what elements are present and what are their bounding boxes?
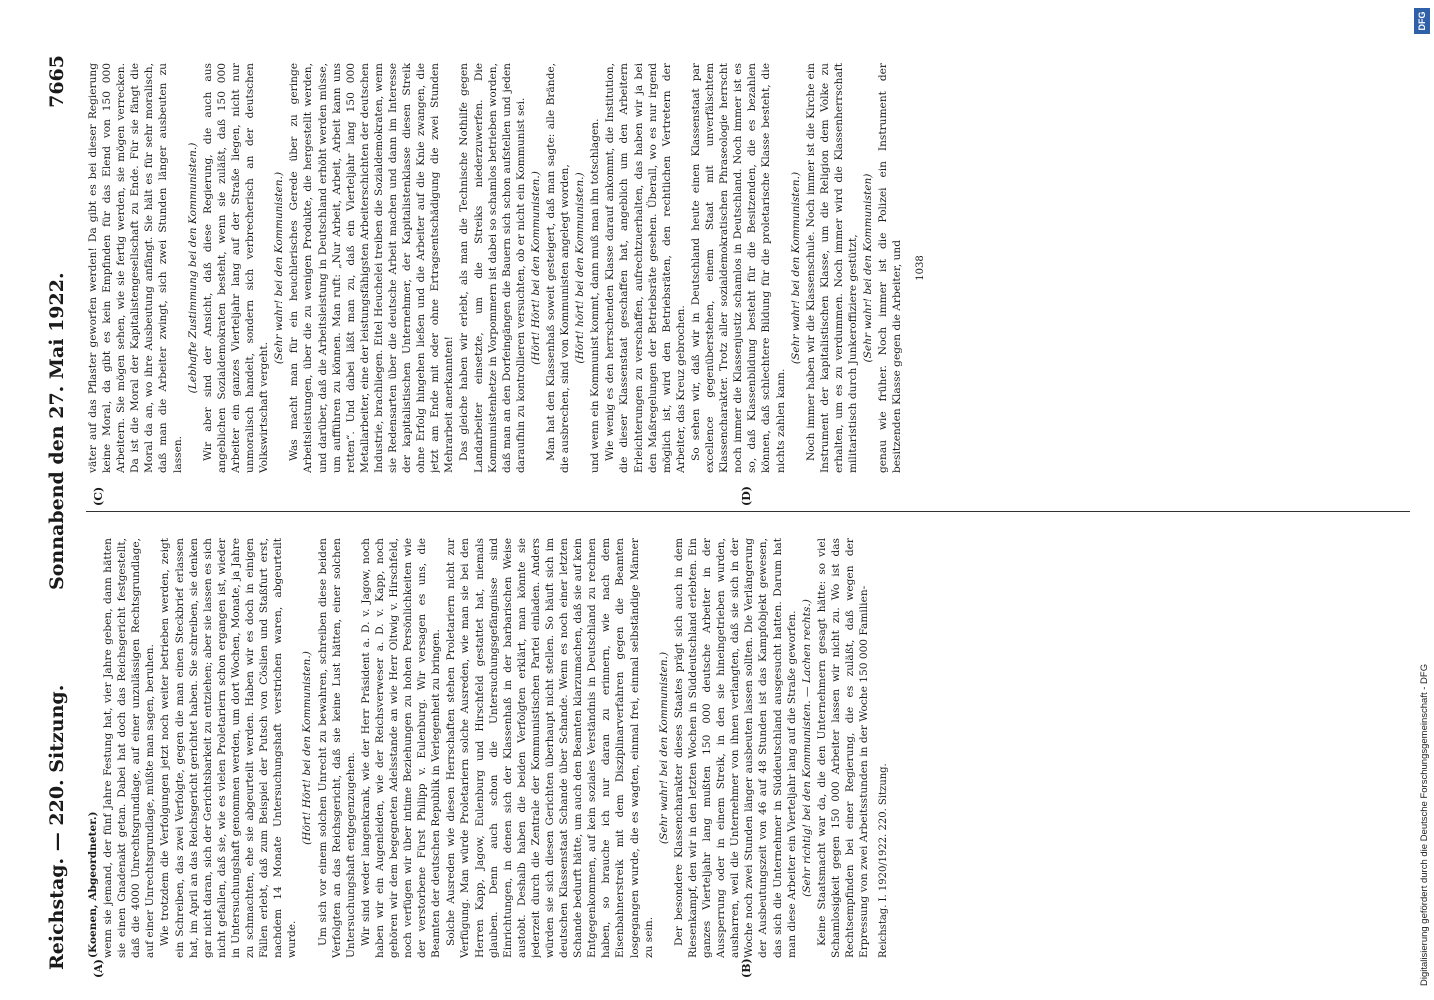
interjection: (Sehr wahr! bei den Kommunisten.) — [273, 171, 286, 365]
paragraph: väter auf das Pflaster geworfen werden! Da gibt es bei dieser Regierung keine Moral, da gibt es kein Empfinden für das Elend von 150 000 Arbeitern. Sie mögen sehen, wie sie fertig werden, sie mögen verrecken. Da ist die Moral der Kapitalistengesellschaft zu Ende. Für sie fängt die Moral da an, wo ihre Ausbeutung anfängt. Sie hält es für sehr moralisch, daß man die Arbeiter zwingt, sich zwei Stunden länger ausbeuten zu lassen. — [87, 63, 184, 473]
paragraph: Wie wenig es den herrschenden Klasse darauf ankommt, die Institution, die dieser Klassenstaat geschaffen hat, angeblich um den Arbeitern Erleichterungen zu verschaffen, aufrechtzuerhalten, das haben wir ja bei den Maßregelungen der Betriebsräte gesehen. Überall, wo es nur irgend möglich ist, wird den Betriebsräten, den rechtlichen Vertretern der Arbeiter, das Kreuz gebrochen. — [604, 63, 687, 473]
interjection: (Sehr wahr! bei den Kommunisten.) — [657, 651, 670, 845]
page-header — [40, 55, 82, 970]
dfg-logo — [1414, 8, 1430, 34]
sheet-number: 1038 — [915, 255, 927, 281]
paragraph: Solche Ausreden wie diesen Herrschaften stehen Proletariern nicht zur Verfügung. Man würde Proletariern solche Ausreden, wie man sie bei den Herren Kapp, Jagow, Eulenburg und Hirschfeld gestattet hat, niemals glauben. Denn auch schon die Untersuchungsgefängnisse sind Einrichtungen, in denen sich der Klassenhaß in der barbarischen Weise austobt. Deshalb haben die beiden Verfolgten erklärt, man könnte sie jederzeit durch die Zentrale der Kommunistischen Partei einladen. Anders würden sie sich diesen Gerichten überhaupt nicht stellen. So häuft sich im deutschen Klassenstaat Schande über Schande. Wenn es noch einer letzten Schande bedurft hätte, um auch den Beamten klarzumachen, daß sie auf kein Entgegenkommen, auf kein soziales Verständnis in Deutschland zu rechnen haben, so brauche ich nur daran zu erinnern, wie nach dem Eisenbahnerstreik mit dem Disziplinarverfahren gegen die Beamten losgegangen wurde, die es wagten, einmal frei, einmal selbständige Männer zu sein. — [445, 538, 655, 958]
credit-text: Digitalisierung gefördert durch die Deutsche Forschungsgemeinschaft - DFG — [1419, 663, 1430, 986]
paragraph: Was macht man für ein heuchlerisches Gerede über zu geringe Arbeitsleistungen, über die zu wenigen Produkte, die hergestellt werden, und darüber, daß die Arbeitsleistung in Deutschland erhöht werden müsse, um aufführen zu können. Man ruft: „Nur Arbeit, Arbeit, Arbeit kann uns retten“. Und dabei läßt man zu, daß ein Vierteljahr lang 150 000 Metallarbeiter, eine der leistungsfähigsten Arbeiterschichten der deutschen Industrie, brachliegen. Eitel Heuchelei treiben die Sozialdemokraten, wenn sie Redensarten über die deutsche Arbeit machen und dann im Interesse der kapitalistischen Unternehmer, der Kapitalistenklasse diesen Streik ohne Erfolg hingehen ließen und die Arbeiter auf die Knie zwangen, die jetzt am Ende mit oder ohne Ertragsentschädigung die zwei Stunden Mehrarbeit anerkannten! — [288, 63, 456, 473]
paragraph: Das gleiche haben wir erlebt, als man die Technische Nothilfe gegen Landarbeiter einsetzte, um die Streiks niederzuwerfen. Die Kommunistenhetze in Vorpommern ist dabei so schamlos betrieben worden, daß man an den Dorfeingängen die Bauern sich schon aufstellen und jeden daraufhin zu kontrollieren versuchten, ob er nicht ein Kommunist sei. — [458, 63, 527, 473]
section-marker-d: (D) — [740, 486, 753, 506]
paragraph: Wir sind weder langenkrank, wie der Herr Präsident a. D. v. Jagow, noch haben wir ein Augenleiden, wie der Reichsverweser a. D. v. Kapp, noch gehören wir dem begegneten Adelsstande an wie Herr Oltwig v. Hirschfeld, noch verfügen wir über intime Beziehungen zu hohen Persönlichkeiten wie der verstorbene Fürst Philipp v. Eulenburg. Wir versagen es uns, die Beamten der deutschen Republik in Verlegenheit zu bringen. — [359, 538, 443, 958]
paragraph: Der besondere Klassencharakter dieses Staates prägt sich auch in dem Riesenkampf, den wir in den letzten Wochen in Süddeutschland erlebten. Ein ganzes Vierteljahr lang mußten 150 000 deutsche Arbeiter in der Aussperrung oder in einem Streik, in den sie hineingetrieben wurden, ausharren, weil die Unternehmer von ihnen verlangten, daß sie sich in der Woche noch zwei Stunden länger ausbeuten lassen sollten. Die Verlängerung der Ausbeutungszeit von 46 auf 48 Stunden ist das Kampfobjekt gewesen, das sich die Unternehmer in Süddeutschland ausgesucht hatten. Darum hat man diese Arbeiter ein Vierteljahr lang auf die Straße geworfen. — [672, 538, 798, 958]
paragraph: So sehen wir, daß wir in Deutschland heute einen Klassenstaat par excellence gegenüberstehen, einem Staat mit unverfälschtem Klassencharakter. Trotz aller sozialdemokratischen Phraseologie herrscht noch immer die Klassenjustiz schamlos in Deutschland. Noch immer ist es so, daß Klassenbildung besteht für die Besitzenden, die es bezahlen können, daß schlechtere Bildung für die proletarische Klasse besteht, die nichts zahlen kann. — [689, 63, 787, 473]
interjection: (Lebhafte Zustimmung bei den Kommunisten.) — [186, 142, 199, 394]
paragraph: genau wie früher. Noch immer ist die Polizei ein Instrument der besitzenden Klasse gegen die Arbeiter, und — [877, 63, 904, 473]
rotated-document-page — [40, 48, 1434, 978]
section-marker-a: (A) — [92, 959, 105, 978]
section-marker-c: (C) — [92, 486, 105, 506]
page-number: 7665 — [46, 55, 68, 108]
interjection: (Sehr wahr! bei den Kommunisten.) — [789, 171, 802, 365]
interjection: (Sehr richtig! bei den Kommunisten. — Lachen rechts.) — [800, 599, 813, 897]
page-footer: Reichstag. I. 1920/1922. 220. Sitzung. — [878, 763, 890, 958]
paragraph: Um sich vor einem solchen Unrecht zu bewahren, schreiben diese beiden Verfolgten an das Reichsgericht, daß sie keine Lust hätten, einer solchen Untersuchungshaft entgegenzugehen. — [316, 538, 357, 958]
paragraph: Man hat den Klassenhaß soweit gesteigert, daß man sagte: alle Brände, die ausbrechen, sind von Kommunisten angelegt worden, — [545, 63, 572, 473]
header-date: Sonnabend den 27. Mai 1922. — [46, 272, 68, 590]
dfg-logo-text: DFG — [1417, 11, 1427, 31]
text-column-left — [86, 538, 1416, 958]
paragraph: und wenn ein Kommunist kommt, dann muß man ihn totschlagen. — [589, 118, 602, 473]
paragraph: Wir aber sind der Ansicht, daß diese Regierung, die auch aus angeblichen Sozialdemokraten besteht, wenn sie zuläßt, daß 150 000 Arbeiter ein ganzes Vierteljahr lang auf der Straße liegen, nicht nur unmoralisch handelt, sondern sich verbrecherisch an der deutschen Volkswirtschaft vergeht. — [201, 63, 271, 473]
interjection: (Hört! hört! bei den Kommunisten.) — [574, 172, 587, 364]
text-column-right — [86, 63, 1416, 473]
section-marker-b: (B) — [740, 958, 753, 978]
interjection: (Hört! Hört! bei den Kommunisten.) — [529, 171, 542, 365]
interjection: (Hört! Hört! bei den Kommunisten.) — [301, 651, 314, 845]
speaker-label: (Koenen, Abgeordneter.) — [87, 811, 99, 958]
paragraph: Wie trotzdem die Verfolgungen jetzt noch weiter betrieben werden, zeigt ein Schreiben, das zwei Verfolgte, gegen die man einen Steckbrief erlassen hat, im April an das Reichsgericht gerichtet haben. Sie schreiben, sie denken gar nicht daran, sich der Gerichtsbarkeit zu entziehen; aber sie lassen es sich nicht gefallen, daß sie, wie es vielen Proletariern schon ergangen ist, wieder in Untersuchungshaft genommen werden, um dort Wochen, Monate, ja Jahre zu schmachten, ehe sie abgeurteilt werden. Haben wir es doch in einigen Fällen erlebt, daß zum Beispiel der Putsch von Cöslien und Staßfurt erst, nachdem 14 Monate Untersuchungshaft verstrichen waren, abgeurteilt wurde. — [159, 538, 299, 958]
paragraph: wenn sie jemand, der fünf Jahre Festung hat, vier Jahre geben, dann hätten sie einen Gnadenakt getan. Dabei hat doch das Reichsgericht festgestellt, daß die 4000 Unrechtsgrundlage, auf einer unzulässigen Rechtsgrundlage, auf einer Unrechtsgrundlage, müßte man sagen, beruhen. — [102, 538, 157, 958]
digitization-credit-bar — [1410, 0, 1434, 1000]
header-session: Reichstag. — 220. Sitzung. — [46, 684, 68, 970]
column-divider — [86, 511, 1416, 512]
paragraph: Noch immer haben wir die Klassenschule. Noch immer ist die Kirche ein Instrument der kapitalistischen Klasse, um die Religion dem Volke zu erhalten, um es zu verdummen. Noch immer wird die Klassenherrschaft militaristisch durch Junkeroffiziere gestützt, — [804, 63, 859, 473]
paragraph: Keine Staatsmacht war da, die den Unternehmern gesagt hätte: so viel Schamlosigkeit gegen 150 000 Arbeiter lassen wir nicht zu. Wo ist das Rechtsempfinden bei einer Regierung, die es zuläßt, daß wegen der Erpressung von zwei Arbeitsstunden in der Woche 150 000 Familien- — [815, 538, 871, 958]
interjection: (Sehr wahr! bei den Kommunisten) — [862, 173, 875, 363]
